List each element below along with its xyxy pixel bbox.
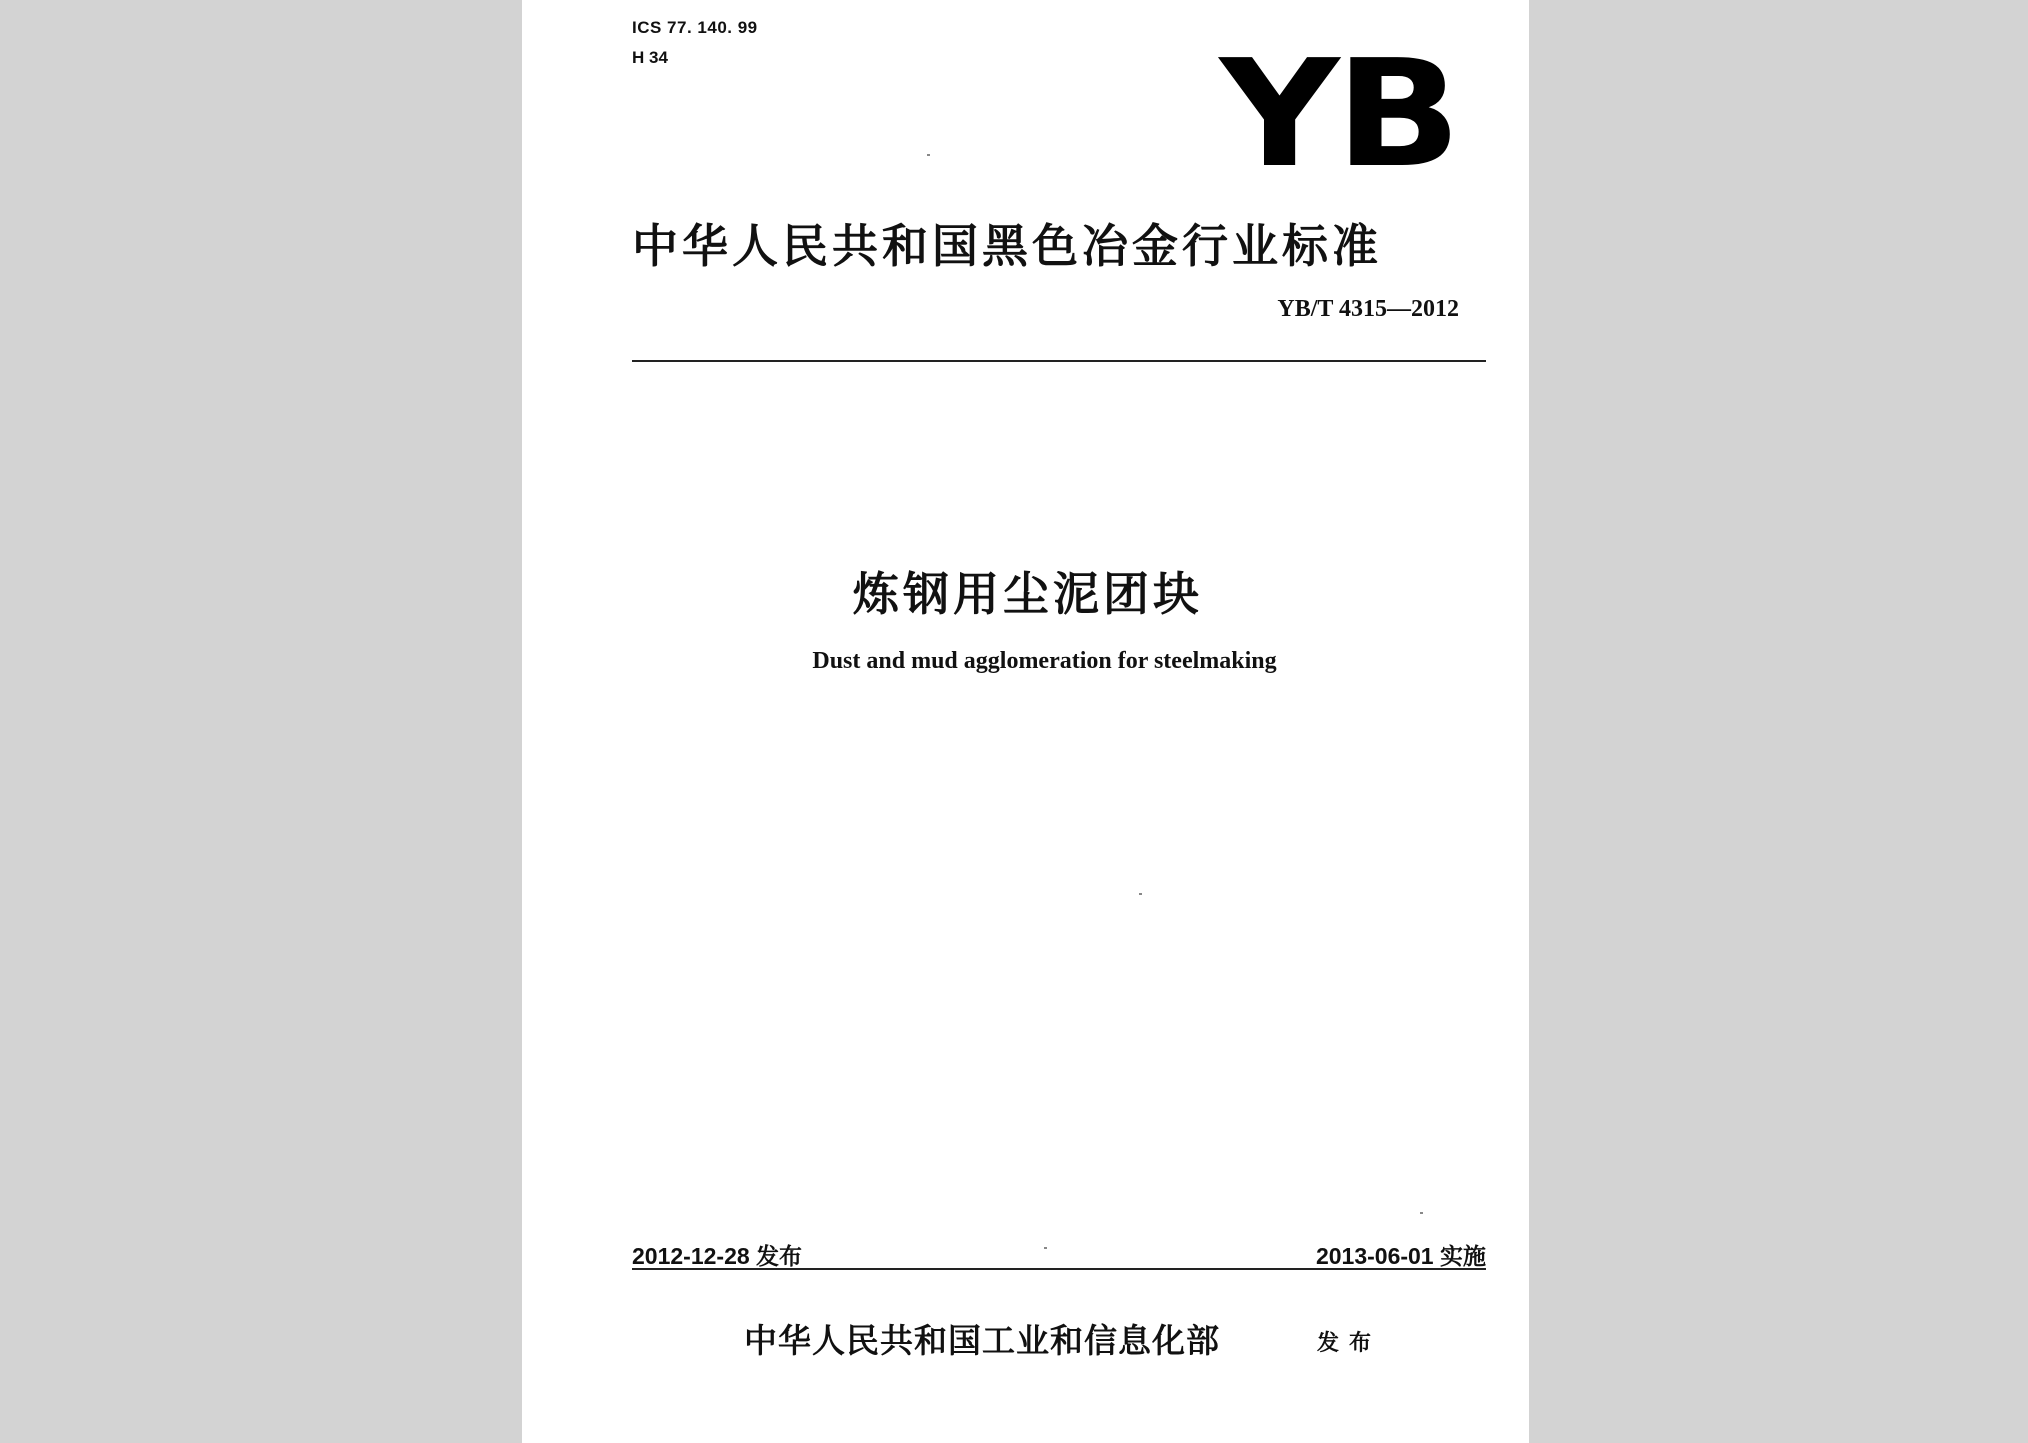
ccs-code: H 34 — [632, 48, 668, 67]
publisher-name: 中华人民共和国工业和信息化部 — [744, 1321, 1220, 1360]
document-page — [522, 0, 1529, 1443]
document-title-cn: 炼钢用尘泥团块 — [853, 567, 1203, 621]
header-divider — [632, 360, 1486, 362]
document-title-en: Dust and mud agglomeration for steelmaking — [812, 648, 1277, 674]
standard-type-heading: 中华人民共和国黑色冶金行业标准 — [632, 219, 1382, 273]
issue-date: 2012-12-28 发布 — [632, 1243, 803, 1269]
scan-speck — [1139, 893, 1142, 895]
ics-code: ICS 77. 140. 99 — [632, 18, 758, 37]
yb-logo: YB — [1219, 28, 1457, 200]
publish-label: 发布 — [1317, 1330, 1382, 1356]
implementation-date: 2013-06-01 实施 — [1315, 1243, 1486, 1269]
scan-speck — [1420, 1212, 1423, 1214]
footer-divider — [632, 1268, 1486, 1270]
scan-speck — [1044, 1247, 1047, 1249]
standard-number: YB/T 4315—2012 — [1277, 296, 1459, 322]
scan-speck — [927, 154, 930, 156]
